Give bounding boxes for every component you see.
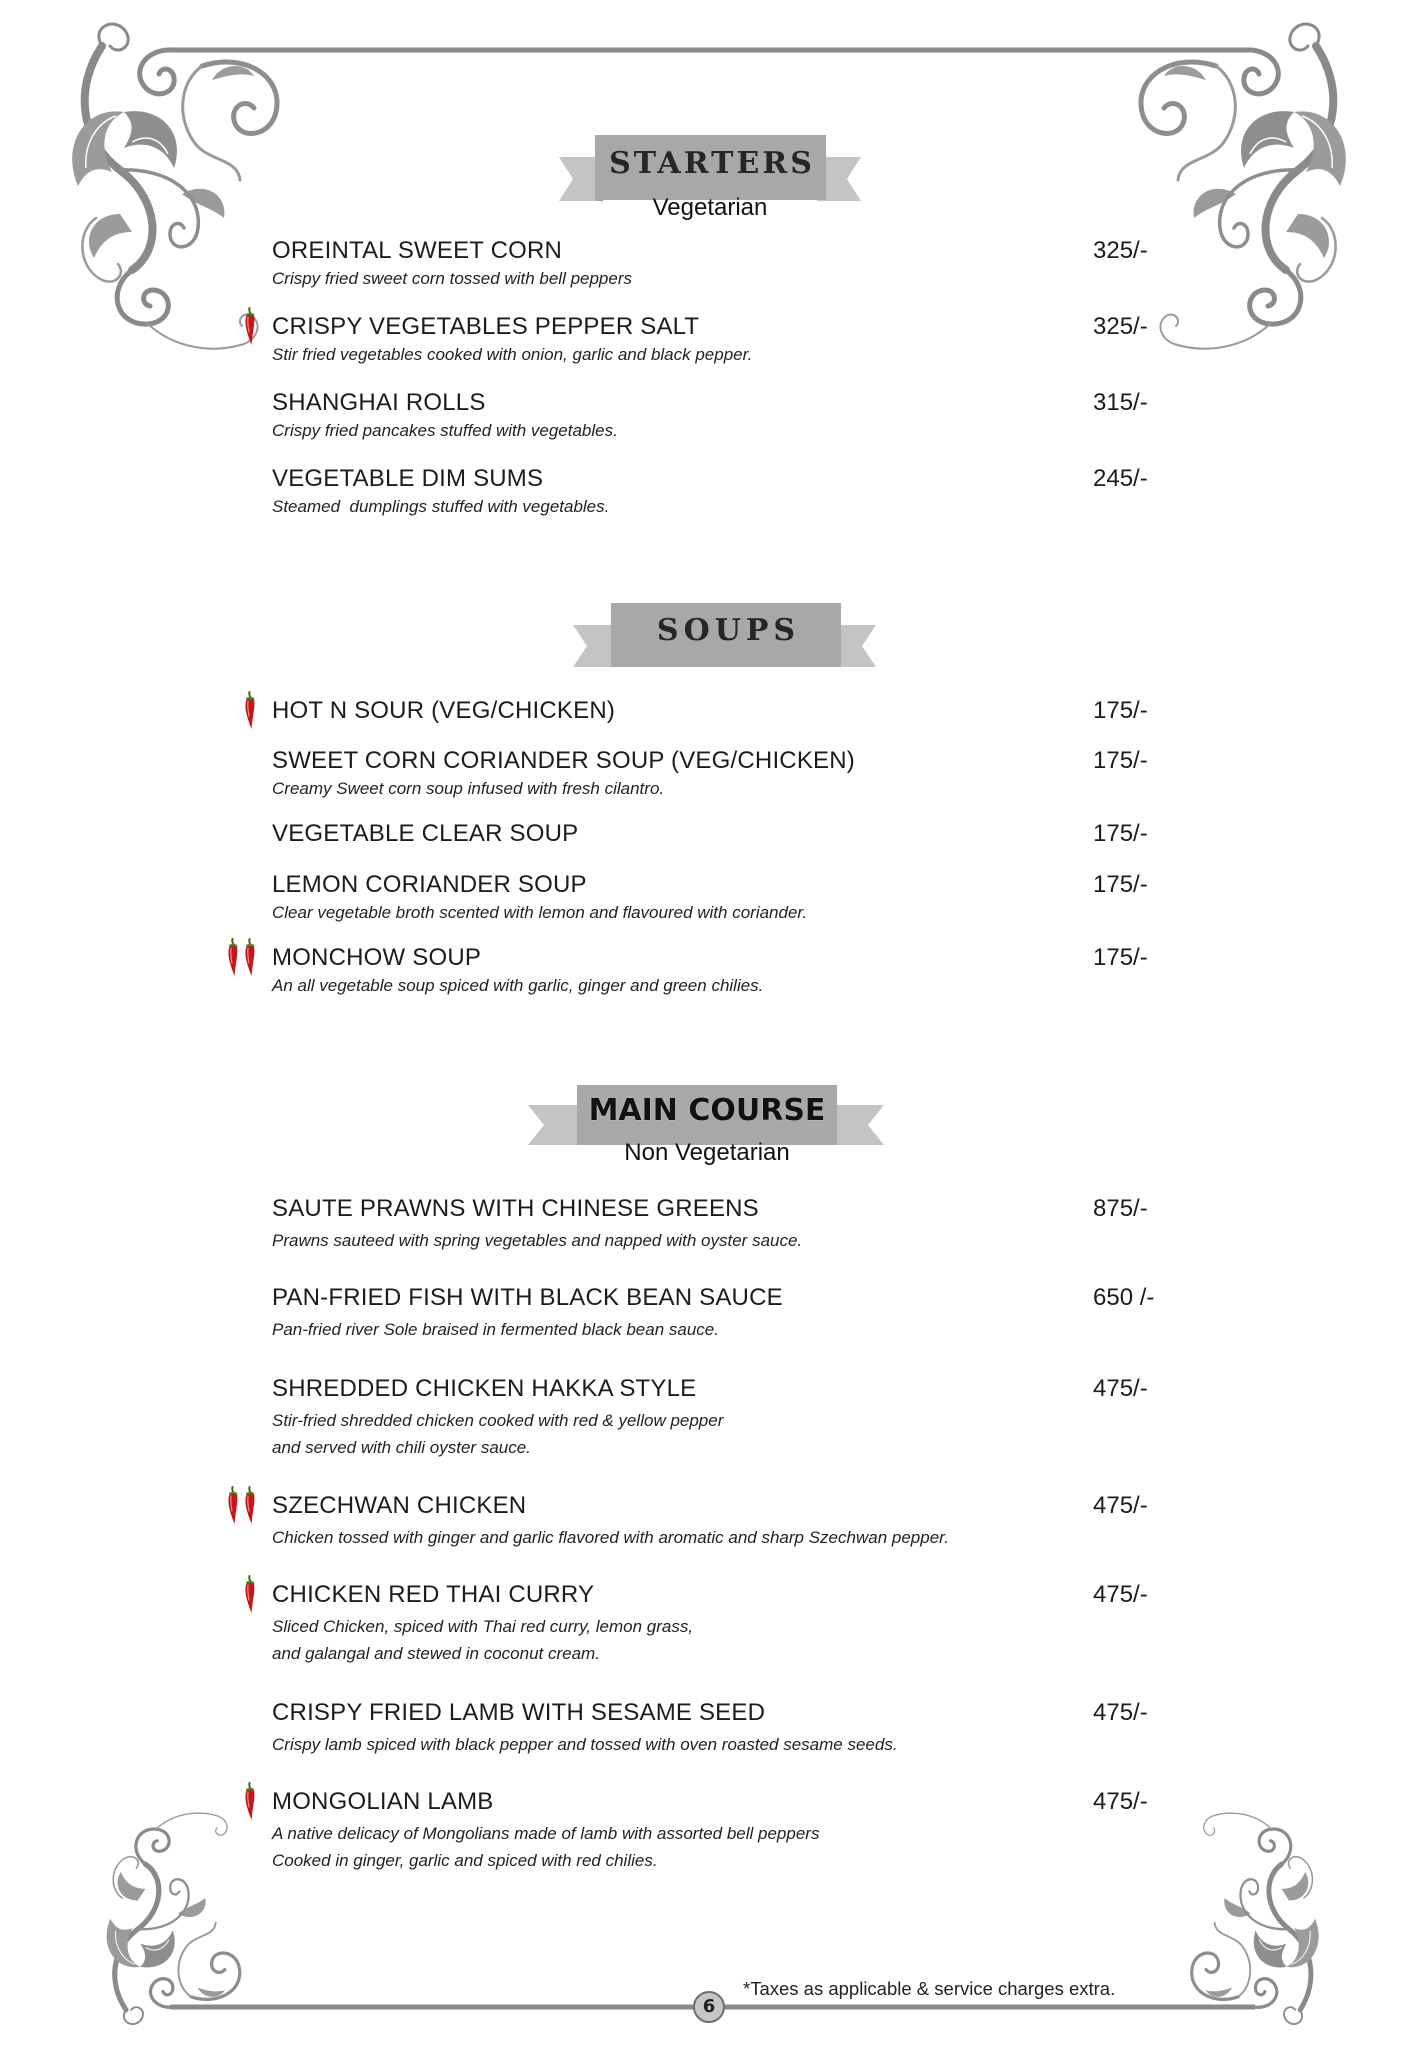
item-name: VEGETABLE CLEAR SOUP: [272, 820, 579, 847]
item-price: 175/-: [1093, 697, 1148, 724]
item-price: 475/-: [1093, 1788, 1148, 1815]
item-description: Stir-fried shredded chicken cooked with red & yellow pepper: [272, 1411, 724, 1430]
item-price: 325/-: [1093, 313, 1148, 340]
page-number: 6: [693, 1991, 725, 2023]
item-name: SAUTE PRAWNS WITH CHINESE GREENS: [272, 1195, 759, 1222]
spice-indicator: [226, 1486, 256, 1525]
item-description: An all vegetable soup spiced with garlic, ginger and green chilies.: [272, 976, 764, 995]
item-price: 475/-: [1093, 1581, 1148, 1608]
spice-indicator: [243, 1782, 256, 1821]
menu-item: [272, 1583, 1172, 1667]
section-title: STARTERS: [609, 146, 815, 181]
item-description: Creamy Sweet corn soup infused with fresh cilantro.: [272, 779, 665, 798]
chili-icon: [243, 938, 256, 977]
item-name: MONCHOW SOUP: [272, 944, 482, 971]
item-name: SZECHWAN CHICKEN: [272, 1492, 527, 1519]
menu-item: [272, 1790, 1172, 1874]
item-name: SWEET CORN CORIANDER SOUP (VEG/CHICKEN): [272, 747, 855, 774]
menu-item: [272, 1286, 1172, 1343]
item-description: Prawns sauteed with spring vegetables and napped with oyster sauce.: [272, 1231, 803, 1250]
chili-icon: [243, 1486, 256, 1525]
item-price: 475/-: [1093, 1699, 1148, 1726]
item-price: 875/-: [1093, 1195, 1148, 1222]
section-subtitle: Non Vegetarian: [624, 1139, 790, 1166]
item-price: 175/-: [1093, 944, 1148, 971]
spice-indicator: [243, 307, 256, 346]
menu-item: [272, 467, 1172, 520]
main-course-banner: [528, 1085, 884, 1147]
item-price: 315/-: [1093, 389, 1148, 416]
item-description: Steamed dumplings stuffed with vegetables.: [272, 497, 610, 516]
menu-item: [272, 1377, 1172, 1461]
item-description: and galangal and stewed in coconut cream.: [272, 1644, 600, 1663]
chili-icon: [243, 1575, 256, 1614]
chili-icon: [243, 691, 256, 730]
item-name: VEGETABLE DIM SUMS: [272, 465, 544, 492]
item-description: Clear vegetable broth scented with lemon and flavoured with coriander.: [272, 903, 808, 922]
item-name: OREINTAL SWEET CORN: [272, 237, 563, 264]
menu-item: [272, 1197, 1172, 1254]
menu-item: [272, 699, 1172, 723]
item-description: A native delicacy of Mongolians made of lamb with assorted bell peppers: [272, 1824, 820, 1843]
item-description: Crispy lamb spiced with black pepper and tossed with oven roasted sesame seeds.: [272, 1735, 898, 1754]
item-description: Chicken tossed with ginger and garlic flavored with aromatic and sharp Szechwan pepper.: [272, 1528, 949, 1547]
menu-item: [272, 749, 1172, 802]
menu-item: [272, 1494, 1172, 1551]
corner-ornament-top-left: [72, 24, 302, 349]
menu-item: [272, 1701, 1172, 1758]
item-price: 325/-: [1093, 237, 1148, 264]
spice-indicator: [243, 1575, 256, 1614]
spice-indicator: [226, 938, 256, 977]
chili-icon: [243, 307, 256, 346]
item-price: 245/-: [1093, 465, 1148, 492]
footer-note: *Taxes as applicable & service charges extra.: [743, 1978, 1116, 1999]
item-price: 175/-: [1093, 747, 1148, 774]
menu-item: [272, 391, 1172, 444]
section-title: SOUPS: [656, 613, 801, 648]
chili-icon: [226, 1486, 239, 1525]
spice-indicator: [243, 691, 256, 730]
item-name: SHANGHAI ROLLS: [272, 389, 486, 416]
chili-icon: [243, 1782, 256, 1821]
starters-banner: [559, 133, 861, 203]
item-name: LEMON CORIANDER SOUP: [272, 871, 587, 898]
item-description: Stir fried vegetables cooked with onion, garlic and black pepper.: [272, 345, 753, 364]
menu-item: [272, 873, 1172, 926]
item-description: Pan-fried river Sole braised in fermented black bean sauce.: [272, 1320, 719, 1339]
item-price: 175/-: [1093, 820, 1148, 847]
item-name: CRISPY FRIED LAMB WITH SESAME SEED: [272, 1699, 766, 1726]
item-description: Cooked in ginger, garlic and spiced with red chilies.: [272, 1851, 658, 1870]
item-price: 650 /-: [1093, 1284, 1155, 1311]
item-price: 175/-: [1093, 871, 1148, 898]
item-name: MONGOLIAN LAMB: [272, 1788, 494, 1815]
item-description: and served with chili oyster sauce.: [272, 1438, 531, 1457]
item-name: SHREDDED CHICKEN HAKKA STYLE: [272, 1375, 697, 1402]
corner-ornament-top-right: [1116, 24, 1346, 349]
item-name: HOT N SOUR (VEG/CHICKEN): [272, 697, 616, 724]
item-description: Crispy fried sweet corn tossed with bell peppers: [272, 269, 632, 288]
menu-item: [272, 946, 1172, 999]
corner-ornament-bottom-right: [1176, 1813, 1318, 2024]
item-name: CHICKEN RED THAI CURRY: [272, 1581, 595, 1608]
chili-icon: [226, 938, 239, 977]
item-price: 475/-: [1093, 1492, 1148, 1519]
item-name: CRISPY VEGETABLES PEPPER SALT: [272, 313, 700, 340]
section-title: MAIN COURSE: [588, 1093, 826, 1128]
menu-item: [272, 239, 1172, 292]
item-name: PAN-FRIED FISH WITH BLACK BEAN SAUCE: [272, 1284, 783, 1311]
item-description: Crispy fried pancakes stuffed with vegetables.: [272, 421, 618, 440]
section-subtitle: Vegetarian: [652, 194, 768, 221]
soups-banner: [573, 603, 876, 669]
corner-ornament-bottom-left: [107, 1813, 256, 2024]
menu-item: [272, 822, 1172, 846]
menu-item: [272, 315, 1172, 368]
item-price: 475/-: [1093, 1375, 1148, 1402]
item-description: Sliced Chicken, spiced with Thai red curry, lemon grass,: [272, 1617, 694, 1636]
